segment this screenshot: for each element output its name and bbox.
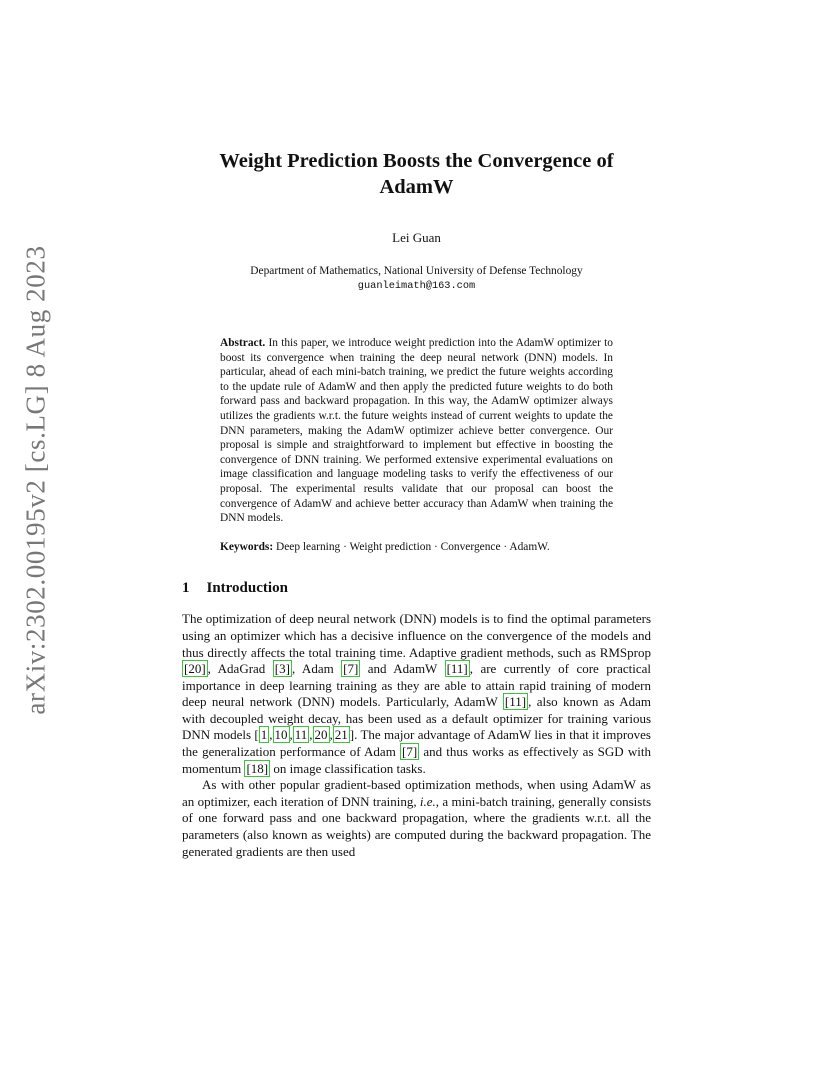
citation-link[interactable]: 10 bbox=[274, 727, 288, 743]
para2-ie: i.e., bbox=[419, 793, 440, 809]
section-title: Introduction bbox=[206, 580, 288, 597]
para1-text: The optimization of deep neural network (DNN) models is to find the optimal parameters using an optimizer which has a decisive influence on the convergence of the models and thus directly affects the total training time. Adaptive gradient methods, such as RMSprop bbox=[182, 611, 651, 660]
abstract-label: Abstract. bbox=[220, 337, 266, 349]
citation-link[interactable]: [7] bbox=[343, 661, 359, 677]
keywords-text: Deep learning · Weight prediction · Convergence · AdamW. bbox=[276, 540, 550, 553]
para2-text: a mini-batch training, generally consists of one forward pass and one backward propagation, where the gradients w.r.t. all the parameters (also known as weights) are computed during the backward propagation. The generated gradients are then used bbox=[182, 793, 652, 859]
para1-text: and thus works as effectively as SGD with momentum bbox=[182, 744, 651, 776]
keywords bbox=[220, 540, 613, 555]
paper-title-line-2: AdamW bbox=[379, 176, 454, 198]
citation-link[interactable]: 21 bbox=[334, 727, 348, 743]
paper-title bbox=[182, 148, 651, 200]
arxiv-identifier-stamp: arXiv:2302.00195v2 [cs.LG] 8 Aug 2023 bbox=[20, 245, 51, 715]
para1-text: , also known as Adam with decoupled weight decay, has been used as a default optimizer for training various DNN models [ bbox=[182, 694, 651, 743]
paper-page bbox=[182, 148, 651, 860]
author-affiliation: Department of Mathematics, National University of Defense Technology bbox=[250, 265, 583, 277]
paper-title-line-1: Weight Prediction Boosts the Convergence of bbox=[219, 150, 614, 172]
introduction-paragraph-1: The optimization of deep neural network (DNN) models is to find the optimal parameters using an optimizer which has a decisive influence on the convergence of the models and thus directly affects the total training time. Adaptive gradient methods, such as RMSprop [20] , AdaGrad [3] , Adam [7] and AdamW [11] , are currently of core practical importance in deep learning training as they are able to attain rapid training of modern deep neural network (DNN) models. Particularly, AdamW [11] , also known as Adam with decoupled weight decay, has been used as a default optimizer for training various DNN models [ 1 , 10 , 11 , 20 , 21 ]. The major advantage of AdamW lies in that it improves the generalization performance of Adam [7] and thus works as effectively as SGD with momentum [18] on image classification tasks. bbox=[182, 611, 652, 776]
para1-text: and AdamW bbox=[360, 661, 445, 677]
author-name: Lei Guan bbox=[392, 230, 441, 245]
keywords-label: Keywords: bbox=[220, 540, 274, 553]
para1-text: , Adam bbox=[291, 661, 342, 677]
citation-link[interactable]: [3] bbox=[274, 661, 290, 677]
citation-link[interactable]: [11] bbox=[504, 694, 527, 710]
para1-text: , are currently of core practical importance in deep learning training as they are able to attain rapid training of modern deep neural network (DNN) models. Particularly, AdamW bbox=[182, 661, 652, 710]
author-email: guanleimath@163.com bbox=[357, 280, 476, 292]
para1-text: ]. The major advantage of AdamW lies in that it improves the generalization performance of Adam bbox=[182, 727, 651, 760]
introduction-paragraph-2 bbox=[182, 777, 651, 860]
citation-link[interactable]: 11 bbox=[294, 727, 308, 743]
citation-link[interactable]: [20] bbox=[184, 661, 206, 677]
introduction-body bbox=[182, 611, 651, 860]
abstract bbox=[220, 336, 613, 526]
section-heading-introduction bbox=[182, 580, 651, 597]
abstract-text: In this paper, we introduce weight prediction into the AdamW optimizer to boost its convergence when training the deep neural network (DNN) models. In particular, ahead of each mini-batch training, we predict the future weights according to the update rule of AdamW and then apply the predicted future weights to do both forward pass and backward propagation. In this way, the AdamW optimizer always utilizes the gradients w.r.t. the future weights instead of current weights to update the DNN parameters, making the AdamW optimizer achieve better convergence. Our proposal is simple and straightforward to implement but effective in boosting the convergence of DNN training. We performed extensive experimental evaluations on image classification and language modeling tasks to verify the effectiveness of our proposal. The experimental results validate that our proposal can boost the convergence of AdamW and achieve better accuracy than AdamW when training the DNN models. bbox=[220, 337, 613, 525]
citation-link[interactable]: [18] bbox=[246, 760, 269, 776]
citation-link[interactable]: [7] bbox=[402, 744, 418, 760]
para2-text: As with other popular gradient-based optimization methods, when using AdamW as an optimizer, each iteration of DNN training, bbox=[182, 777, 651, 809]
section-number: 1 bbox=[182, 580, 190, 597]
para1-text: on image classification tasks. bbox=[270, 760, 426, 776]
citation-link[interactable]: 20 bbox=[314, 727, 328, 743]
citation-link[interactable]: [11] bbox=[446, 661, 468, 677]
citation-link[interactable]: 1 bbox=[260, 727, 268, 743]
para1-text: , AdaGrad bbox=[207, 661, 273, 677]
